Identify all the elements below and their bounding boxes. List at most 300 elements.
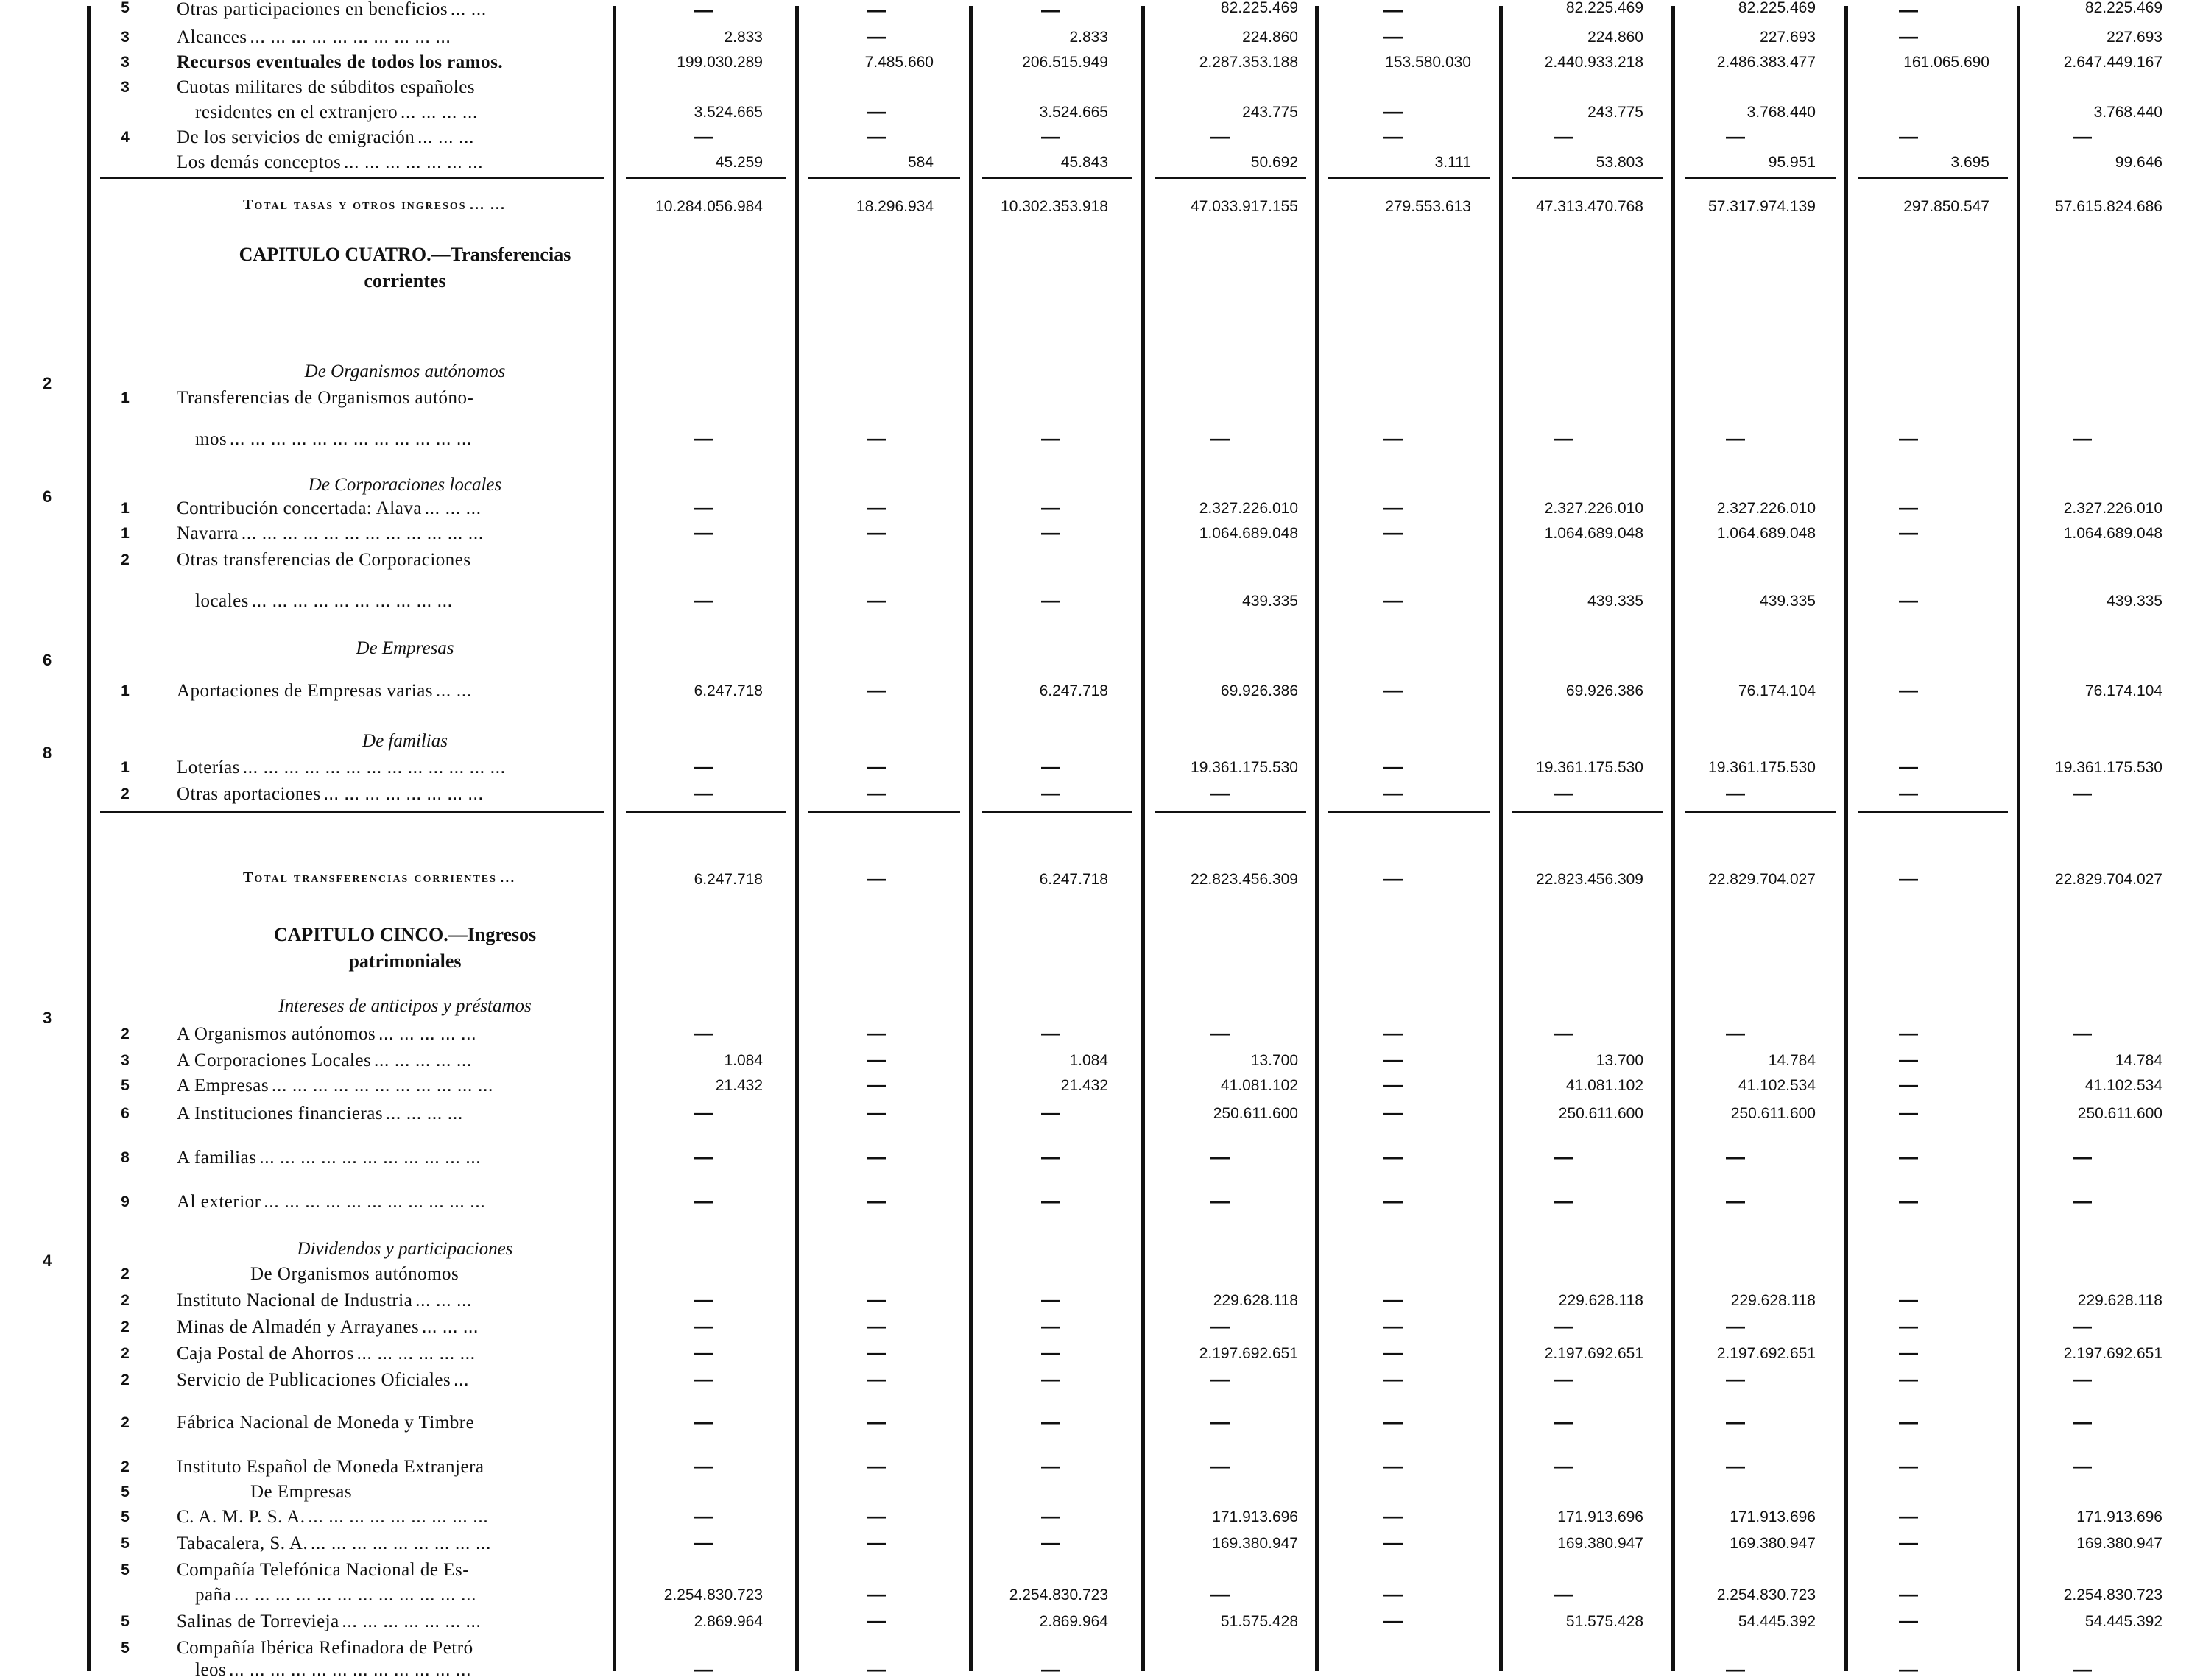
- amount-cell: 53.803: [1596, 154, 1643, 171]
- amount-cell: 250.611.600: [1213, 1105, 1298, 1122]
- amount-cell: 439.335: [2107, 593, 2162, 610]
- amount-cell: 57.615.824.686: [2055, 198, 2162, 215]
- row-code: 2: [121, 1458, 130, 1475]
- amount-cell: 19.361.175.530: [1536, 759, 1643, 776]
- amount-cell: 1.084: [1069, 1052, 1108, 1069]
- amount-cell: 250.611.600: [1730, 1105, 1816, 1122]
- section-heading: De Corporaciones locales: [308, 475, 502, 495]
- amount-cell: 76.174.104: [1738, 682, 1816, 699]
- row-label-text: Contribución concertada: Alava: [177, 498, 422, 518]
- margin-marker: 3: [43, 1009, 52, 1027]
- amount-cell: 2.254.830.723: [1009, 1587, 1108, 1603]
- row-code: 2: [121, 786, 130, 802]
- amount-cell: 82.225.469: [1220, 0, 1298, 16]
- margin-marker: 2: [43, 374, 52, 392]
- empty-value-dash: —: [694, 1368, 713, 1390]
- empty-value-dash: —: [2073, 1315, 2092, 1337]
- row-label-text: Al exterior: [177, 1192, 261, 1212]
- leader-dots: ... ... ... ... ... ... ... ... ...: [309, 1511, 490, 1525]
- amount-cell: 54.445.392: [2084, 1613, 2162, 1630]
- row-label: [177, 682, 473, 700]
- empty-value-dash: —: [1899, 1288, 1918, 1310]
- amount-cell: 54.445.392: [1738, 1613, 1816, 1630]
- subsection-heading: De Organismos autónomos: [250, 1264, 459, 1284]
- row-code: 1: [121, 525, 130, 542]
- amount-cell: 19.361.175.530: [1191, 759, 1298, 776]
- row-code: 1: [121, 759, 130, 776]
- amount-cell: 19.361.175.530: [1708, 759, 1816, 776]
- amount-cell: 82.225.469: [1738, 0, 1816, 16]
- row-code: 2: [121, 1372, 130, 1388]
- total-rule: [982, 177, 1132, 179]
- empty-value-dash: —: [1041, 1411, 1060, 1433]
- column-rule: [1315, 6, 1319, 1671]
- leader-dots: ... ... ... ... ... ... ... ... ... ...: [252, 595, 454, 610]
- row-label-text: locales: [195, 591, 249, 611]
- empty-value-dash: —: [1041, 1101, 1060, 1123]
- amount-cell: 41.081.102: [1220, 1077, 1298, 1094]
- row-label-text: Otras transferencias de Corporaciones: [177, 550, 471, 570]
- empty-value-dash: —: [867, 1658, 886, 1680]
- amount-cell: 82.225.469: [2084, 0, 2162, 16]
- row-label-text: Transferencias de Organismos autóno-: [177, 388, 474, 408]
- row-code: 1: [121, 389, 130, 406]
- empty-value-dash: —: [1210, 1022, 1230, 1044]
- amount-cell: 14.784: [1768, 1052, 1816, 1069]
- amount-cell: 2.833: [1069, 29, 1108, 46]
- chapter-heading: CAPITULO CINCO.—Ingresos: [273, 924, 537, 945]
- row-code: 2: [121, 1266, 130, 1282]
- amount-cell: 19.361.175.530: [2055, 759, 2162, 776]
- amount-cell: 439.335: [1242, 593, 1298, 610]
- column-rule: [969, 6, 973, 1671]
- leader-dots: ... ... ... ... ... ... ... ... ... ... ... ...: [242, 527, 484, 542]
- amount-cell: 169.380.947: [1557, 1535, 1643, 1552]
- row-label-text: Salinas de Torrevieja: [177, 1612, 339, 1631]
- empty-value-dash: —: [1210, 1411, 1230, 1433]
- empty-value-dash: —: [1726, 1146, 1745, 1168]
- total-rule: [982, 811, 1132, 813]
- row-code: 2: [121, 1345, 130, 1362]
- empty-value-dash: —: [694, 1531, 713, 1553]
- amount-cell: 7.485.660: [864, 54, 934, 71]
- row-label: [177, 551, 471, 569]
- amount-cell: 13.700: [1250, 1052, 1298, 1069]
- empty-value-dash: —: [867, 1022, 886, 1044]
- row-label: [177, 1148, 482, 1167]
- row-label-text: C. A. M. P. S. A.: [177, 1507, 306, 1527]
- row-label: [177, 1413, 474, 1432]
- empty-value-dash: —: [867, 1368, 886, 1390]
- amount-cell: 3.111: [1434, 154, 1471, 171]
- row-label: [195, 103, 479, 121]
- empty-value-dash: —: [2073, 1411, 2092, 1433]
- empty-value-dash: —: [1210, 1368, 1230, 1390]
- row-code: 2: [121, 551, 130, 568]
- row-label: [177, 1193, 486, 1211]
- amount-cell: 21.432: [1060, 1077, 1108, 1094]
- empty-value-dash: —: [867, 1531, 886, 1553]
- empty-value-dash: —: [694, 1146, 713, 1168]
- amount-cell: 22.823.456.309: [1536, 871, 1643, 888]
- row-label-text: residentes en el extranjero: [195, 102, 398, 122]
- row-code: 5: [121, 1613, 130, 1630]
- empty-value-dash: —: [1899, 496, 1918, 518]
- amount-cell: 51.575.428: [1565, 1613, 1643, 1630]
- empty-value-dash: —: [2073, 125, 2092, 147]
- amount-cell: 2.254.830.723: [663, 1587, 763, 1603]
- empty-value-dash: —: [1383, 1609, 1403, 1631]
- row-label: [177, 1025, 477, 1043]
- amount-cell: 250.611.600: [2077, 1105, 2162, 1122]
- row-code: 2: [121, 1319, 130, 1335]
- row-label: [177, 785, 484, 803]
- amount-cell: 439.335: [1587, 593, 1643, 610]
- empty-value-dash: —: [1554, 125, 1573, 147]
- amount-cell: 279.553.613: [1385, 198, 1471, 215]
- column-rule: [1671, 6, 1675, 1671]
- amount-cell: 439.335: [1760, 593, 1816, 610]
- empty-value-dash: —: [1210, 1455, 1230, 1477]
- amount-cell: 45.843: [1060, 154, 1108, 171]
- empty-value-dash: —: [1041, 1658, 1060, 1680]
- amount-cell: 169.380.947: [1212, 1535, 1298, 1552]
- empty-value-dash: —: [1383, 589, 1403, 611]
- amount-cell: 2.486.383.477: [1716, 54, 1816, 71]
- empty-value-dash: —: [1899, 1531, 1918, 1553]
- row-code: 3: [121, 1052, 130, 1069]
- amount-cell: 2.440.933.218: [1544, 54, 1643, 71]
- empty-value-dash: —: [1041, 782, 1060, 804]
- empty-value-dash: —: [1383, 1505, 1403, 1527]
- amount-cell: 2.647.449.167: [2063, 54, 2162, 71]
- empty-value-dash: —: [694, 1411, 713, 1433]
- total-rule: [1685, 811, 1836, 813]
- empty-value-dash: —: [867, 125, 886, 147]
- row-code: 2: [121, 1414, 130, 1431]
- empty-value-dash: —: [1041, 1368, 1060, 1390]
- row-label: [177, 524, 484, 543]
- row-label: [177, 1561, 469, 1579]
- row-label-text: A Corporaciones Locales: [177, 1051, 372, 1070]
- empty-value-dash: —: [1041, 1531, 1060, 1553]
- leader-dots: ... ... ... ... ... ... ... ... ...: [311, 1537, 492, 1552]
- empty-value-dash: —: [1554, 1146, 1573, 1168]
- amount-cell: 153.580.030: [1385, 54, 1471, 71]
- row-label: [177, 1612, 482, 1631]
- empty-value-dash: —: [1554, 1368, 1573, 1390]
- row-label: [177, 1291, 473, 1310]
- amount-cell: 22.829.704.027: [2055, 871, 2162, 888]
- empty-value-dash: —: [1899, 589, 1918, 611]
- amount-cell: 95.951: [1768, 154, 1816, 171]
- row-code: 6: [121, 1105, 130, 1122]
- row-label-text: A familias: [177, 1148, 257, 1168]
- amount-cell: 199.030.289: [677, 54, 763, 71]
- row-code: 3: [121, 29, 130, 46]
- empty-value-dash: —: [1383, 867, 1403, 889]
- empty-value-dash: —: [1899, 1048, 1918, 1070]
- empty-value-dash: —: [867, 1583, 886, 1605]
- empty-value-dash: —: [2073, 427, 2092, 449]
- column-rule: [1499, 6, 1503, 1671]
- row-label: [177, 78, 475, 96]
- total-rule: [1155, 177, 1306, 179]
- amount-cell: 69.926.386: [1220, 682, 1298, 699]
- row-code: 1: [121, 682, 130, 699]
- row-code: 3: [121, 79, 130, 96]
- leader-dots: ... ...: [436, 685, 473, 699]
- amount-cell: 2.327.226.010: [1544, 500, 1643, 517]
- row-label: [177, 1639, 473, 1657]
- row-label-text: Otras aportaciones: [177, 784, 321, 804]
- row-label: [177, 1344, 476, 1363]
- leader-dots: ... ... ...: [417, 131, 475, 146]
- empty-value-dash: —: [867, 1101, 886, 1123]
- empty-value-dash: —: [1041, 755, 1060, 777]
- amount-cell: 1.064.689.048: [1199, 525, 1298, 542]
- row-label-text: Instituto Español de Moneda Extranjera: [177, 1457, 484, 1477]
- row-code: 8: [121, 1149, 130, 1166]
- empty-value-dash: —: [2073, 1022, 2092, 1044]
- leader-dots: ... ... ...: [425, 502, 482, 517]
- empty-value-dash: —: [1041, 1505, 1060, 1527]
- amount-cell: 50.692: [1250, 154, 1298, 171]
- empty-value-dash: —: [1899, 679, 1918, 701]
- amount-cell: 229.628.118: [1558, 1292, 1643, 1309]
- empty-value-dash: —: [1383, 427, 1403, 449]
- empty-value-dash: —: [867, 1146, 886, 1168]
- amount-cell: 229.628.118: [1730, 1292, 1816, 1309]
- row-label: [195, 1661, 472, 1679]
- empty-value-dash: —: [1726, 1455, 1745, 1477]
- row-code: 5: [121, 1077, 130, 1094]
- empty-value-dash: —: [694, 1190, 713, 1212]
- row-code: 4: [121, 129, 130, 146]
- amount-cell: 229.628.118: [2077, 1292, 2162, 1309]
- empty-value-dash: —: [694, 1288, 713, 1310]
- row-code: 5: [121, 1561, 130, 1578]
- empty-value-dash: —: [1383, 1101, 1403, 1123]
- empty-value-dash: —: [694, 496, 713, 518]
- total-rule: [1328, 177, 1490, 179]
- empty-value-dash: —: [694, 427, 713, 449]
- empty-value-dash: —: [867, 1288, 886, 1310]
- empty-value-dash: —: [1041, 125, 1060, 147]
- empty-value-dash: —: [1726, 125, 1745, 147]
- leader-dots: ... ... ... ... ... ... ... ... ... ... ... ...: [229, 1664, 472, 1679]
- empty-value-dash: —: [694, 521, 713, 543]
- leader-dots: ... ... ... ...: [401, 106, 479, 121]
- amount-cell: 169.380.947: [2076, 1535, 2162, 1552]
- empty-value-dash: —: [1899, 867, 1918, 889]
- empty-value-dash: —: [1041, 427, 1060, 449]
- row-code: 2: [121, 1026, 130, 1042]
- row-label: [177, 128, 475, 147]
- amount-cell: 6.247.718: [694, 682, 763, 699]
- empty-value-dash: —: [1383, 1288, 1403, 1310]
- empty-value-dash: —: [867, 1341, 886, 1363]
- total-rule: [1512, 811, 1663, 813]
- row-label: [177, 758, 506, 777]
- row-label-text: Navarra: [177, 523, 239, 543]
- empty-value-dash: —: [1041, 589, 1060, 611]
- amount-cell: 76.174.104: [2084, 682, 2162, 699]
- margin-marker: 6: [43, 651, 52, 669]
- amount-cell: 18.296.934: [856, 198, 934, 215]
- row-label: [177, 1458, 484, 1476]
- empty-value-dash: —: [867, 679, 886, 701]
- amount-cell: 47.313.470.768: [1536, 198, 1643, 215]
- empty-value-dash: —: [1383, 0, 1403, 21]
- amount-cell: 2.254.830.723: [1716, 1587, 1816, 1603]
- empty-value-dash: —: [1383, 1146, 1403, 1168]
- empty-value-dash: —: [2073, 782, 2092, 804]
- empty-value-dash: —: [694, 1658, 713, 1680]
- row-label-text: Caja Postal de Ahorros: [177, 1344, 354, 1363]
- total-rule: [1685, 177, 1836, 179]
- amount-cell: 6.247.718: [694, 871, 763, 888]
- empty-value-dash: —: [694, 1101, 713, 1123]
- leader-dots: ... ... ... ... ... ... ... ...: [324, 788, 484, 802]
- amount-cell: 2.869.964: [694, 1613, 763, 1630]
- amount-cell: 227.693: [1760, 29, 1816, 46]
- row-label-text: Recursos eventuales de todos los ramos.: [177, 52, 504, 72]
- row-label-text: Aportaciones de Empresas varias: [177, 681, 434, 701]
- row-label-text: A Instituciones financieras: [177, 1104, 384, 1123]
- empty-value-dash: —: [1899, 1022, 1918, 1044]
- row-code: 5: [121, 1535, 130, 1552]
- row-label-text: Servicio de Publicaciones Oficiales: [177, 1370, 451, 1390]
- leader-dots: ... ... ... ... ... ... ...: [344, 156, 484, 171]
- row-code: 2: [121, 1292, 130, 1309]
- section-heading: De Organismos autónomos: [304, 361, 506, 381]
- row-label: [177, 53, 503, 71]
- empty-value-dash: —: [1383, 1455, 1403, 1477]
- amount-cell: 2.869.964: [1039, 1613, 1108, 1630]
- empty-value-dash: —: [1726, 1368, 1745, 1390]
- empty-value-dash: —: [1554, 1315, 1573, 1337]
- empty-value-dash: —: [694, 125, 713, 147]
- empty-value-dash: —: [867, 496, 886, 518]
- amount-cell: 2.327.226.010: [2063, 500, 2162, 517]
- leader-dots: ... ... ... ... ... ... ... ... ... ... ... ...: [234, 1589, 477, 1603]
- empty-value-dash: —: [1899, 1146, 1918, 1168]
- empty-value-dash: —: [1041, 1146, 1060, 1168]
- empty-value-dash: —: [694, 755, 713, 777]
- amount-cell: 2.197.692.651: [1199, 1345, 1298, 1362]
- empty-value-dash: —: [867, 1190, 886, 1212]
- amount-cell: 3.768.440: [1746, 104, 1816, 121]
- leader-dots: ...: [500, 870, 516, 885]
- empty-value-dash: —: [1899, 25, 1918, 47]
- empty-value-dash: —: [1383, 755, 1403, 777]
- amount-cell: 3.524.665: [694, 104, 763, 121]
- empty-value-dash: —: [2073, 1658, 2092, 1680]
- amount-cell: 2.327.226.010: [1716, 500, 1816, 517]
- amount-cell: 82.225.469: [1565, 0, 1643, 16]
- total-rule: [626, 811, 786, 813]
- empty-value-dash: —: [1554, 782, 1573, 804]
- empty-value-dash: —: [1210, 427, 1230, 449]
- empty-value-dash: —: [1554, 1455, 1573, 1477]
- amount-cell: 224.860: [1242, 29, 1298, 46]
- empty-value-dash: —: [1726, 782, 1745, 804]
- row-label-text: A Empresas: [177, 1076, 269, 1095]
- empty-value-dash: —: [867, 1073, 886, 1095]
- empty-value-dash: —: [1383, 1583, 1403, 1605]
- empty-value-dash: —: [867, 427, 886, 449]
- row-label: [177, 1104, 464, 1123]
- leader-dots: ... ... ... ... ... ... ... ... ... ... ...: [264, 1196, 486, 1210]
- empty-value-dash: —: [1383, 521, 1403, 543]
- total-rule: [1858, 177, 2008, 179]
- column-rule: [2017, 6, 2020, 1671]
- chapter-heading: CAPITULO CUATRO.—Transferencias: [239, 244, 571, 265]
- amount-cell: 2.197.692.651: [2063, 1345, 2162, 1362]
- empty-value-dash: —: [1554, 1411, 1573, 1433]
- leader-dots: ... ... ... ... ... ... ...: [342, 1615, 482, 1630]
- empty-value-dash: —: [1383, 1022, 1403, 1044]
- empty-value-dash: —: [867, 1609, 886, 1631]
- empty-value-dash: —: [1554, 1190, 1573, 1212]
- row-code: 3: [121, 54, 130, 71]
- amount-cell: 3.695: [1950, 154, 1989, 171]
- empty-value-dash: —: [1383, 1190, 1403, 1212]
- row-label-text: Fábrica Nacional de Moneda y Timbre: [177, 1413, 475, 1433]
- leader-dots: ... ...: [470, 197, 507, 212]
- empty-value-dash: —: [1899, 0, 1918, 21]
- total-rule: [626, 177, 786, 179]
- section-heading: De familias: [362, 731, 448, 751]
- subsection-heading: De Empresas: [250, 1482, 353, 1502]
- empty-value-dash: —: [1041, 1190, 1060, 1212]
- row-label-text: Otras participaciones en beneficios: [177, 0, 448, 19]
- amount-cell: 57.317.974.139: [1708, 198, 1816, 215]
- empty-value-dash: —: [1041, 1315, 1060, 1337]
- row-label-text: Los demás conceptos: [177, 152, 342, 172]
- amount-cell: 2.197.692.651: [1716, 1345, 1816, 1362]
- leader-dots: ... ... ... ...: [386, 1107, 464, 1122]
- empty-value-dash: —: [1726, 427, 1745, 449]
- section-heading: Intereses de anticipos y préstamos: [278, 996, 532, 1016]
- row-label: [177, 499, 482, 518]
- empty-value-dash: —: [694, 1341, 713, 1363]
- empty-value-dash: —: [1554, 1583, 1573, 1605]
- empty-value-dash: —: [1726, 1411, 1745, 1433]
- leader-dots: ... ... ... ... ... ... ... ... ... ... ...: [272, 1079, 494, 1094]
- amount-cell: 41.102.534: [1738, 1077, 1816, 1094]
- empty-value-dash: —: [1899, 1505, 1918, 1527]
- empty-value-dash: —: [1554, 427, 1573, 449]
- total-label-text: Total tasas y otros ingresos: [243, 197, 467, 213]
- empty-value-dash: —: [694, 782, 713, 804]
- amount-cell: 243.775: [1587, 104, 1643, 121]
- amount-cell: 250.611.600: [1558, 1105, 1643, 1122]
- empty-value-dash: —: [2073, 1190, 2092, 1212]
- total-label-text: Total transferencias corrientes: [243, 869, 497, 886]
- column-rule: [1141, 6, 1145, 1671]
- empty-value-dash: —: [1726, 1022, 1745, 1044]
- empty-value-dash: —: [2073, 1146, 2092, 1168]
- empty-value-dash: —: [694, 1505, 713, 1527]
- empty-value-dash: —: [1899, 1658, 1918, 1680]
- empty-value-dash: —: [867, 867, 886, 889]
- row-label: [177, 1318, 479, 1336]
- row-label-text: Instituto Nacional de Industria: [177, 1291, 413, 1310]
- empty-value-dash: —: [1383, 496, 1403, 518]
- row-code: 9: [121, 1193, 130, 1210]
